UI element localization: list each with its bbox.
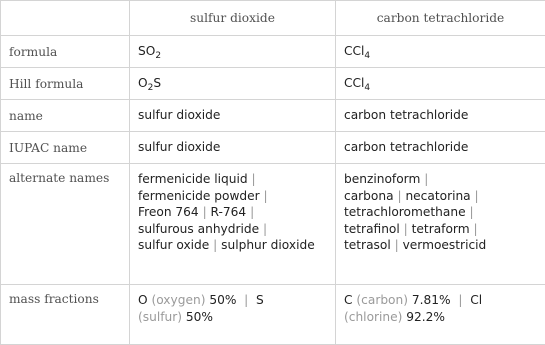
element-name: (chlorine)	[344, 310, 402, 324]
separator: |	[424, 172, 428, 186]
row-label-mass-fractions: mass fractions	[1, 285, 130, 345]
row-label-iupac-name: IUPAC name	[1, 132, 130, 164]
row-label-name: name	[1, 100, 130, 132]
table-row-mass-fractions	[1, 285, 545, 345]
formula-subscript: 4	[364, 51, 370, 61]
separator: |	[473, 222, 477, 236]
separator: |	[252, 172, 256, 186]
mass-value: 7.81%	[412, 293, 451, 307]
iupac-sulfur-dioxide: sulfur dioxide	[130, 132, 336, 164]
separator: |	[244, 293, 248, 307]
separator: |	[264, 189, 268, 203]
alt-name: vermoestricid	[403, 238, 487, 252]
separator: |	[213, 238, 217, 252]
formula-carbon-tetrachloride	[336, 36, 545, 68]
alternate-names-carbon-tetrachloride	[336, 164, 545, 285]
name-carbon-tetrachloride: carbon tetrachloride	[336, 100, 545, 132]
alternate-names-sulfur-dioxide	[130, 164, 336, 285]
formula-sulfur-dioxide	[130, 36, 336, 68]
column-header-carbon-tetrachloride: carbon tetrachloride	[336, 1, 545, 36]
formula-base: SO	[138, 44, 155, 58]
mass-value: 50%	[209, 293, 236, 307]
corner-cell	[1, 1, 130, 36]
element-name: (carbon)	[356, 293, 408, 307]
hill-formula-carbon-tetrachloride	[336, 68, 545, 100]
mass-value: 50%	[186, 310, 213, 324]
hill-part-b: S	[153, 76, 161, 90]
alt-name: tetrafinol	[344, 222, 400, 236]
alt-name: sulfurous anhydride	[138, 222, 259, 236]
separator: |	[395, 238, 399, 252]
alt-name: necatorina	[405, 189, 470, 203]
header-row	[1, 1, 545, 36]
hill-subscript: 2	[148, 83, 154, 93]
table-row-formula	[1, 36, 545, 68]
separator: |	[203, 205, 207, 219]
row-label-alternate-names: alternate names	[1, 164, 130, 285]
element-symbol: Cl	[470, 293, 482, 307]
table-row-name	[1, 100, 545, 132]
mass-fractions-sulfur-dioxide	[130, 285, 336, 345]
separator: |	[263, 222, 267, 236]
mass-value: 92.2%	[406, 310, 445, 324]
element-name: (sulfur)	[138, 310, 182, 324]
alt-name: tetraform	[412, 222, 470, 236]
table-row-iupac-name	[1, 132, 545, 164]
alt-name: benzinoform	[344, 172, 420, 186]
alt-name: tetrachloromethane	[344, 205, 466, 219]
alt-name: R-764	[211, 205, 247, 219]
formula-base: CCl	[344, 44, 364, 58]
element-symbol: O	[138, 293, 148, 307]
formula-subscript: 2	[155, 51, 161, 61]
table-row-hill-formula	[1, 68, 545, 100]
alt-name: carbona	[344, 189, 394, 203]
separator: |	[469, 205, 473, 219]
element-symbol: S	[256, 293, 264, 307]
separator: |	[397, 189, 401, 203]
separator: |	[475, 189, 479, 203]
alt-name: tetrasol	[344, 238, 391, 252]
hill-subscript: 4	[364, 83, 370, 93]
name-sulfur-dioxide: sulfur dioxide	[130, 100, 336, 132]
table-row-alternate-names	[1, 164, 545, 285]
column-header-sulfur-dioxide: sulfur dioxide	[130, 1, 336, 36]
element-name: (oxygen)	[151, 293, 205, 307]
separator: |	[250, 205, 254, 219]
mass-fractions-carbon-tetrachloride	[336, 285, 545, 345]
iupac-carbon-tetrachloride: carbon tetrachloride	[336, 132, 545, 164]
row-label-formula: formula	[1, 36, 130, 68]
alt-name: fermenicide liquid	[138, 172, 248, 186]
alt-name: sulfur oxide	[138, 238, 209, 252]
separator: |	[404, 222, 408, 236]
alt-name: fermenicide powder	[138, 189, 260, 203]
row-label-hill-formula: Hill formula	[1, 68, 130, 100]
hill-base: CCl	[344, 76, 364, 90]
alt-name: Freon 764	[138, 205, 199, 219]
element-symbol: C	[344, 293, 353, 307]
alt-name: sulphur dioxide	[221, 238, 315, 252]
hill-part-a: O	[138, 76, 148, 90]
hill-formula-sulfur-dioxide	[130, 68, 336, 100]
separator: |	[458, 293, 462, 307]
